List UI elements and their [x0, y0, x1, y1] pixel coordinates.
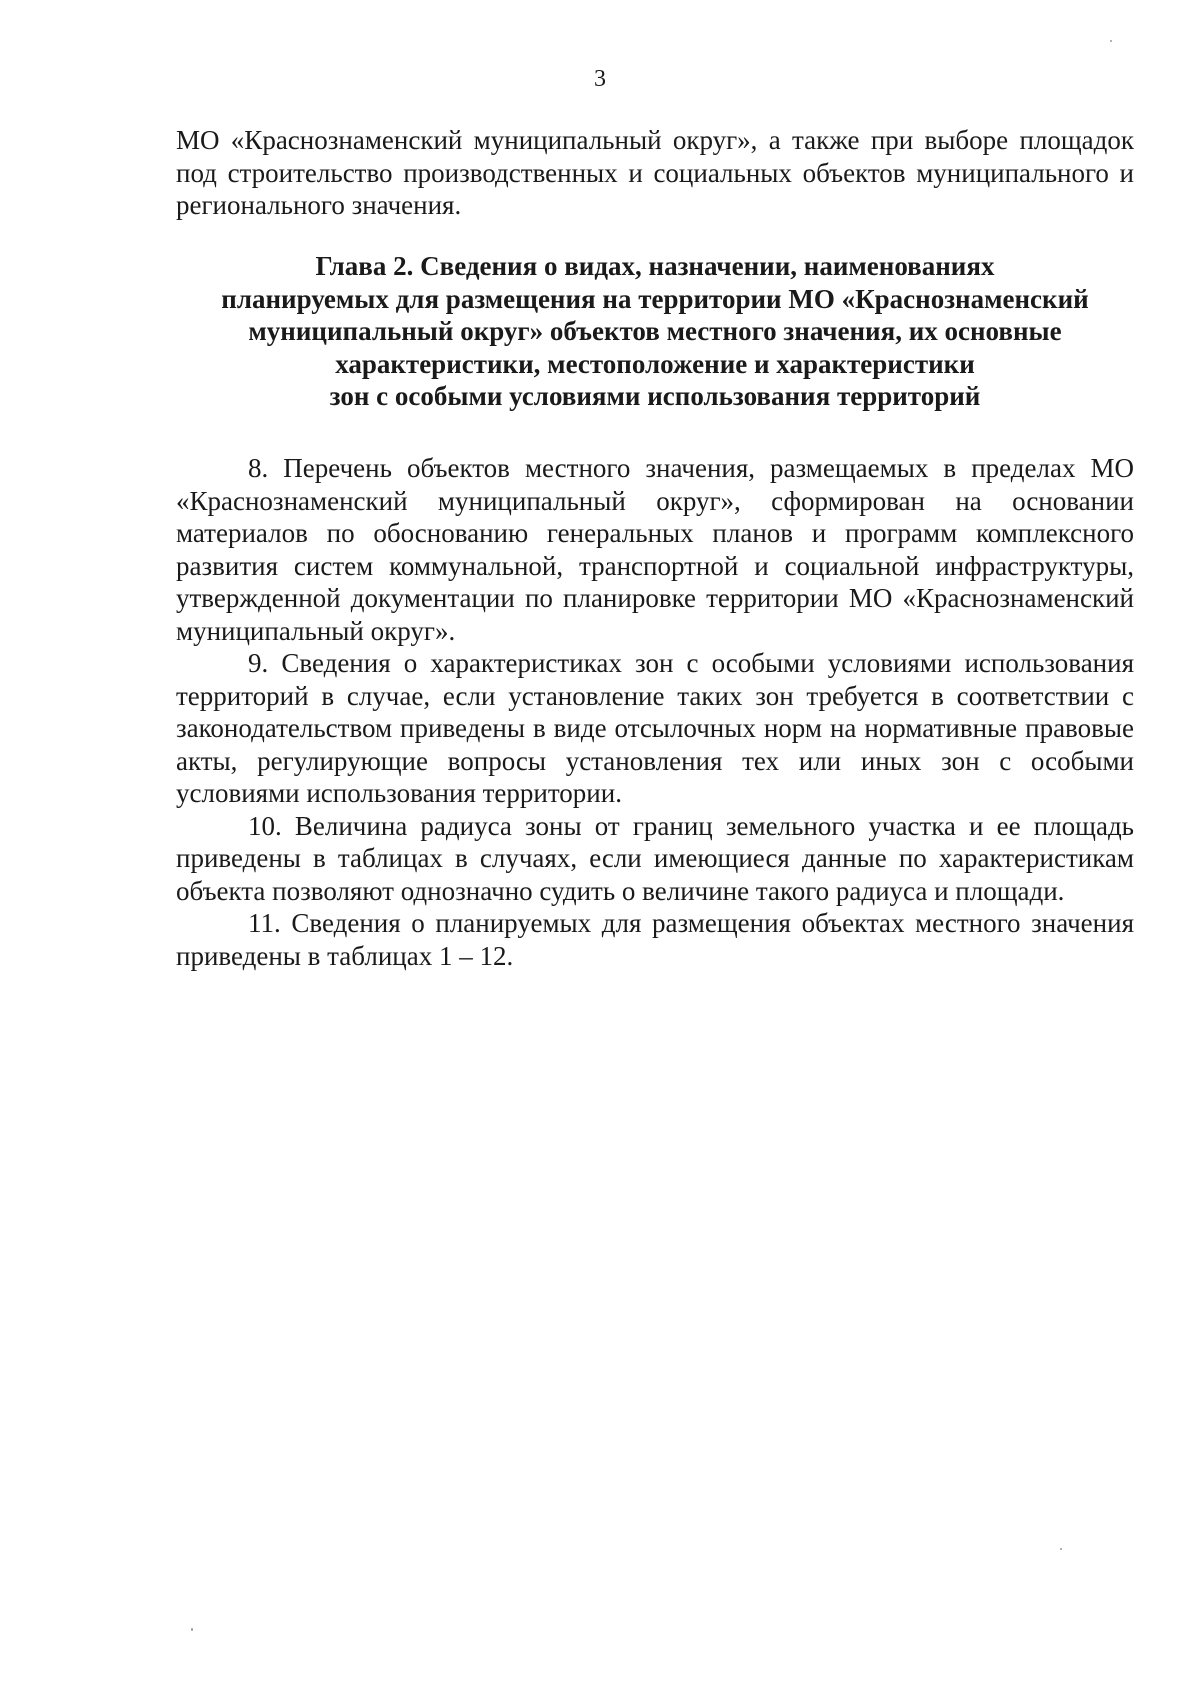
- paragraph-11: 11. Сведения о планируемых для размещения объектах местного значения приведены в таблицах 1 – 12.: [176, 908, 1134, 971]
- scan-speck: [1110, 40, 1112, 42]
- scan-speck: [191, 1628, 193, 1631]
- page-number: 3: [594, 66, 606, 92]
- heading-line: Глава 2. Сведения о видах, назначении, наименованиях: [315, 251, 995, 281]
- chapter-heading: [176, 250, 1134, 413]
- heading-line: зон с особыми условиями использования территорий: [329, 381, 981, 411]
- intro-block: [176, 124, 1134, 222]
- body-paragraphs: [176, 452, 1134, 972]
- paragraph-9: 9. Сведения о характеристиках зон с особыми условиями использования территорий в случае, если установление таких зон требуется в соответствии с законодательством приведены в виде отсылочных норм на нормативные правовые акты, регулирующие вопросы установления тех или иных зон с особыми условиями использования территории.: [176, 648, 1134, 808]
- paragraph-10: 10. Величина радиуса зоны от границ земельного участка и ее площадь приведены в таблицах в случаях, если имеющиеся данные по характеристикам объекта позволяют однозначно судить о величине такого радиуса и площади.: [176, 810, 1134, 906]
- heading-line: муниципальный округ» объектов местного значения, их основные: [248, 316, 1062, 346]
- heading-line: планируемых для размещения на территории МО «Краснознаменский: [221, 283, 1089, 314]
- intro-paragraph: МО «Краснознаменский муниципальный округ», а также при выборе площадок под строительство производственных и социальных объектов муниципального и регионального значения.: [176, 125, 1134, 220]
- scan-speck: [1060, 1548, 1062, 1550]
- heading-line: характеристики, местоположение и характеристики: [335, 348, 975, 379]
- paragraph-8: 8. Перечень объектов местного значения, размещаемых в пределах МО «Краснознаменский муниципальный округ», сформирован на основании материалов по обоснованию генеральных планов и программ комплексного развития систем коммунальной, транспортной и социальной инфраструктуры, утвержденной документации по планировке территории МО «Краснознаменский муниципальный округ».: [176, 453, 1134, 646]
